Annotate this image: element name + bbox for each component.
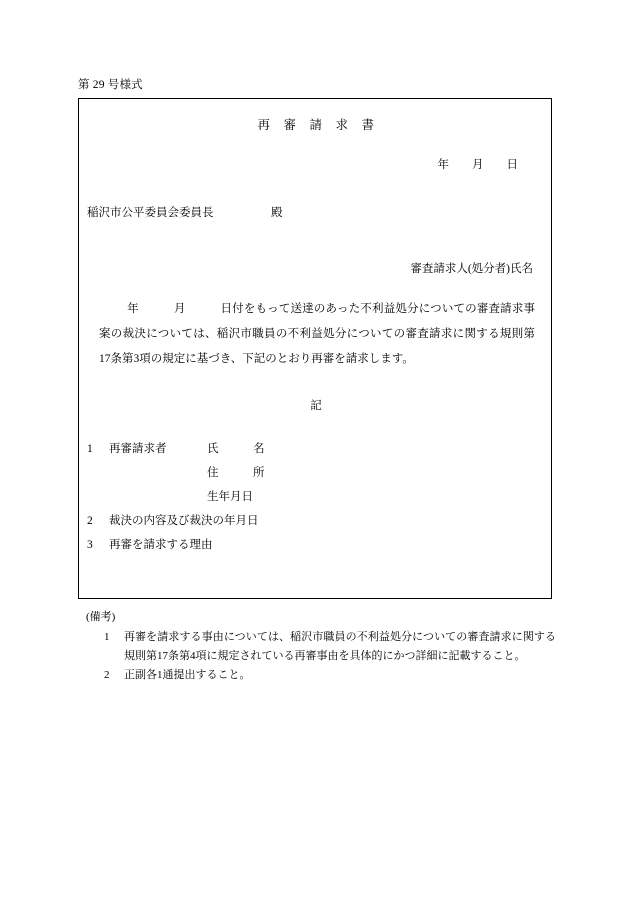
item-number: 3: [87, 539, 93, 551]
body-paragraph: [99, 297, 535, 372]
item-label: 再審を請求する理由: [109, 539, 213, 551]
item-number: 1: [87, 443, 93, 455]
list-item: [87, 509, 537, 533]
item-subfield: 住 所: [207, 467, 265, 479]
item-label: 裁決の内容及び裁決の年月日: [109, 515, 259, 527]
form-number: 第 29 号様式: [78, 79, 143, 91]
item-label: 再審請求者: [109, 443, 167, 455]
list-item: [87, 437, 537, 461]
item-number: 2: [87, 515, 93, 527]
note-number: 2: [104, 669, 110, 681]
item-subfield: 生年月日: [207, 491, 253, 503]
claimant-name-line: 審査請求人(処分者)氏名: [410, 263, 533, 275]
list-item: [87, 533, 537, 557]
note-text: 正副各1通提出すること。: [124, 669, 251, 681]
list-item: [87, 485, 537, 509]
note-text: 再審を請求する事由については、稲沢市職員の不利益処分についての審査請求に関する規則第17条第4項に規定されている再審事由を具体的にかつ詳細に記載すること。: [124, 631, 556, 662]
note-item: [86, 666, 556, 685]
date-line: 年 月 日: [437, 159, 518, 171]
notes-title: (備考): [86, 611, 116, 623]
addressee-line: 稲沢市公平委員会委員長 殿: [87, 207, 283, 219]
list-item: [87, 461, 537, 485]
body-paragraph-text: 年 月 日付をもって送達のあった不利益処分についての審査請求事案の裁決については、稲沢市職員の不利益処分についての審査請求に関する規則第17条第3項の規定に基づき、下記のとおり再審を請求します。: [99, 303, 535, 365]
note-item: [86, 628, 556, 666]
ki-mark: 記: [310, 400, 322, 412]
items-list: [87, 437, 537, 557]
notes-section: [86, 608, 556, 685]
item-subfield: 氏 名: [207, 443, 265, 455]
form-box: [78, 98, 552, 599]
note-number: 1: [104, 631, 110, 643]
document-title: 再 審 請 求 書: [257, 118, 375, 132]
